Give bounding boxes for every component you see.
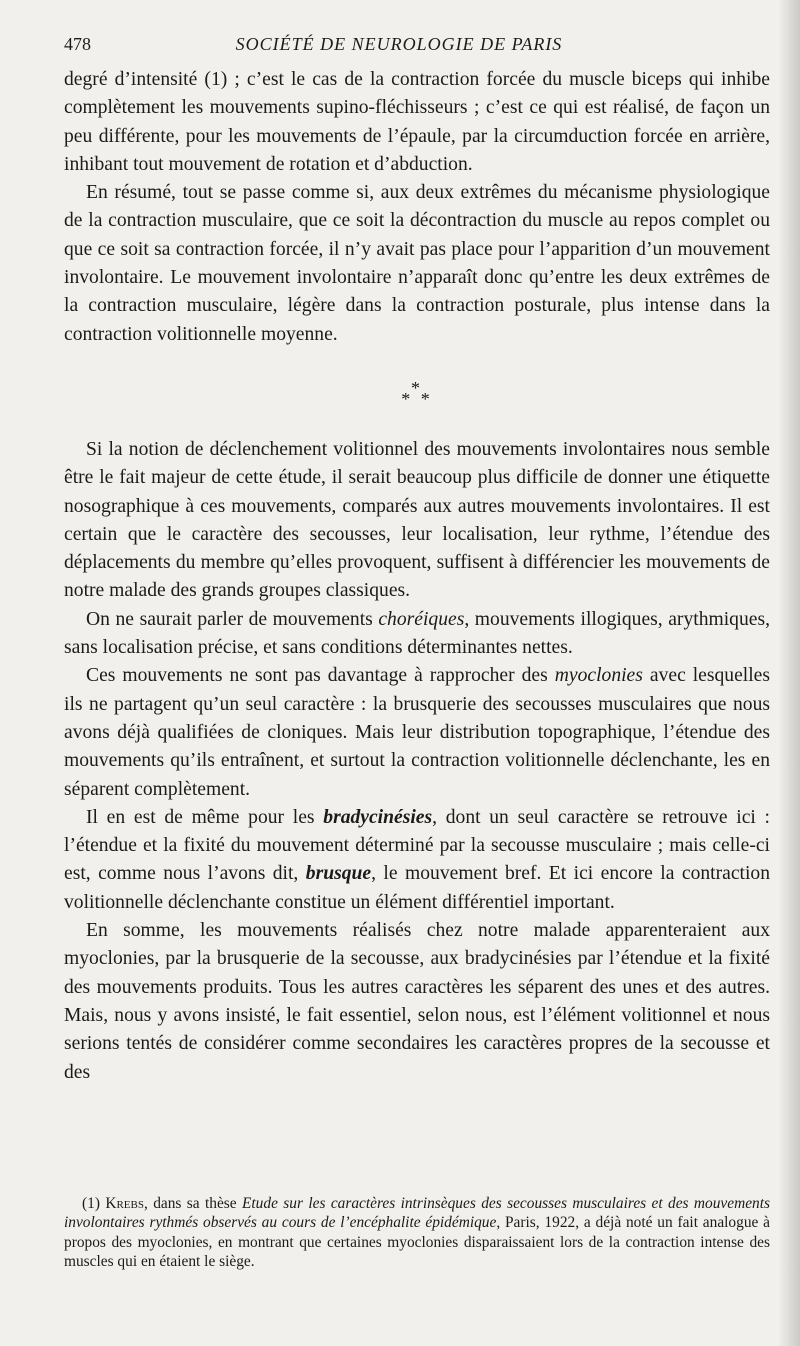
page-gutter-shadow: [778, 0, 800, 1346]
paragraph-7: En somme, les mouvements réalisés chez notre malade apparenteraient aux myoclonies, par la brusquerie de la secousse, aux bradycinésies par l’étendue et la fixité des mouvements produits. Tous les autres caractères les séparent des unes et des autres. Mais, nous y avons insisté, le fait essentiel, selon nous, est l’élément volitionnel et nous serions tentés de considérer comme secondaires les caractères propres de la secousse et des: [64, 920, 770, 1083]
paragraph-6-brusque: brusque: [305, 863, 372, 885]
paragraph-6: [64, 804, 770, 917]
asterism: * * *: [401, 377, 433, 409]
paragraph-5-myoclonies: myoclonies: [554, 665, 643, 687]
section-separator-asterism: [64, 377, 770, 409]
paragraph-4-text-c: , mouvements illogiques, arythmiques, sans localisation précise, et sans conditions déterminantes nettes.: [64, 608, 770, 659]
paragraph-2: En résumé, tout se passe comme si, aux deux extrêmes du mécanisme physiologique de la contraction musculaire, que ce soit la décontraction du muscle au repos complet ou que ce soit sa contraction forcée, il n’y avait pas place pour l’apparition d’un mouvement involontaire. Le mouvement involontaire n’apparaît donc qu’entre les deux extrêmes de la contraction musculaire, légère dans la contraction posturale, plus intense dans la contraction volitionnelle moyenne.: [64, 182, 770, 345]
footnote-marker: (1): [82, 1195, 106, 1212]
paragraph-6-text-a: Il en est de même pour les: [86, 806, 324, 828]
footnote-title: Etude sur les caractères intrinsèques des secousses musculaires et des mouvements involontaires rythmés observés au cours de l’encéphalite épidémique: [64, 1195, 770, 1232]
footnote-text-a: , dans sa thèse: [143, 1195, 242, 1212]
paragraph-6-bradycinesies: bradycinésies: [323, 806, 433, 828]
paragraph-4: [64, 606, 770, 663]
paragraph-5-text-a: Ces mouvements ne sont pas davantage à rapprocher des: [86, 665, 555, 687]
paragraph-6-text-e: , le mouvement bref. Et ici encore la contraction volitionnelle déclenchante constitue un élément différentiel important.: [64, 863, 771, 913]
paragraph-4-choreiques: choréiques: [378, 608, 465, 630]
running-title: SOCIÉTÉ DE NEUROLOGIE DE PARIS: [235, 34, 563, 54]
footnote-block: [64, 1194, 770, 1272]
footnote-text-b: , Paris, 1922, a déjà noté un fait analogue à propos des myoclonies, en montrant que certaines myoclonies disparaissaient lors de la contraction intense des muscles qui en étaient le siège.: [64, 1214, 770, 1271]
paragraph-5-text-c: avec lesquelles ils ne partagent qu’un seul caractère : la brusquerie des secousses musculaires que nous avons déjà qualifiées de cloniques. Mais leur distribution topographique, l’étendue des mouvements qu’ils entraînent, et surtout la contraction volitionnelle déclenchante, les en séparent complètement.: [64, 665, 771, 800]
page-number: 478: [64, 34, 91, 54]
footnote-author: Krebs: [105, 1195, 144, 1212]
paragraph-4-text-a: On ne saurait parler de mouvements: [86, 608, 379, 630]
body-text: [64, 66, 770, 1087]
paragraph-1: degré d’intensité (1) ; c’est le cas de la contraction forcée du muscle biceps qui inhibe complètement les mouvements supino-fléchisseurs ; c’est ce qui est réalisé, de façon un peu différente, pour les mouvements de l’épaule, par la circumduction forcée en arrière, inhibant tout mouvement de rotation et d’abduction.: [64, 69, 770, 175]
paragraph-6-text-c: , dont un seul caractère se retrouve ici : l’étendue et la fixité du mouvement déterminé par la secousse musculaire ; mais celle-ci est, comme nous l’avons dit,: [64, 806, 770, 885]
paragraph-3: Si la notion de déclenchement volitionnel des mouvements involontaires nous semble être le fait majeur de cette étude, il serait beaucoup plus difficile de donner une étiquette nosographique à ces mouvements, comparés aux autres mouvements involontaires. Il est certain que le caractère des secousses, leur localisation, leur rythme, l’étendue des déplacements du membre qu’elles provoquent, suffisent à différencier les mouvements de notre malade des grands groupes classiques.: [64, 438, 770, 602]
page-header: [64, 34, 734, 62]
footnote-1: [64, 1194, 770, 1272]
paragraph-5: [64, 662, 770, 803]
